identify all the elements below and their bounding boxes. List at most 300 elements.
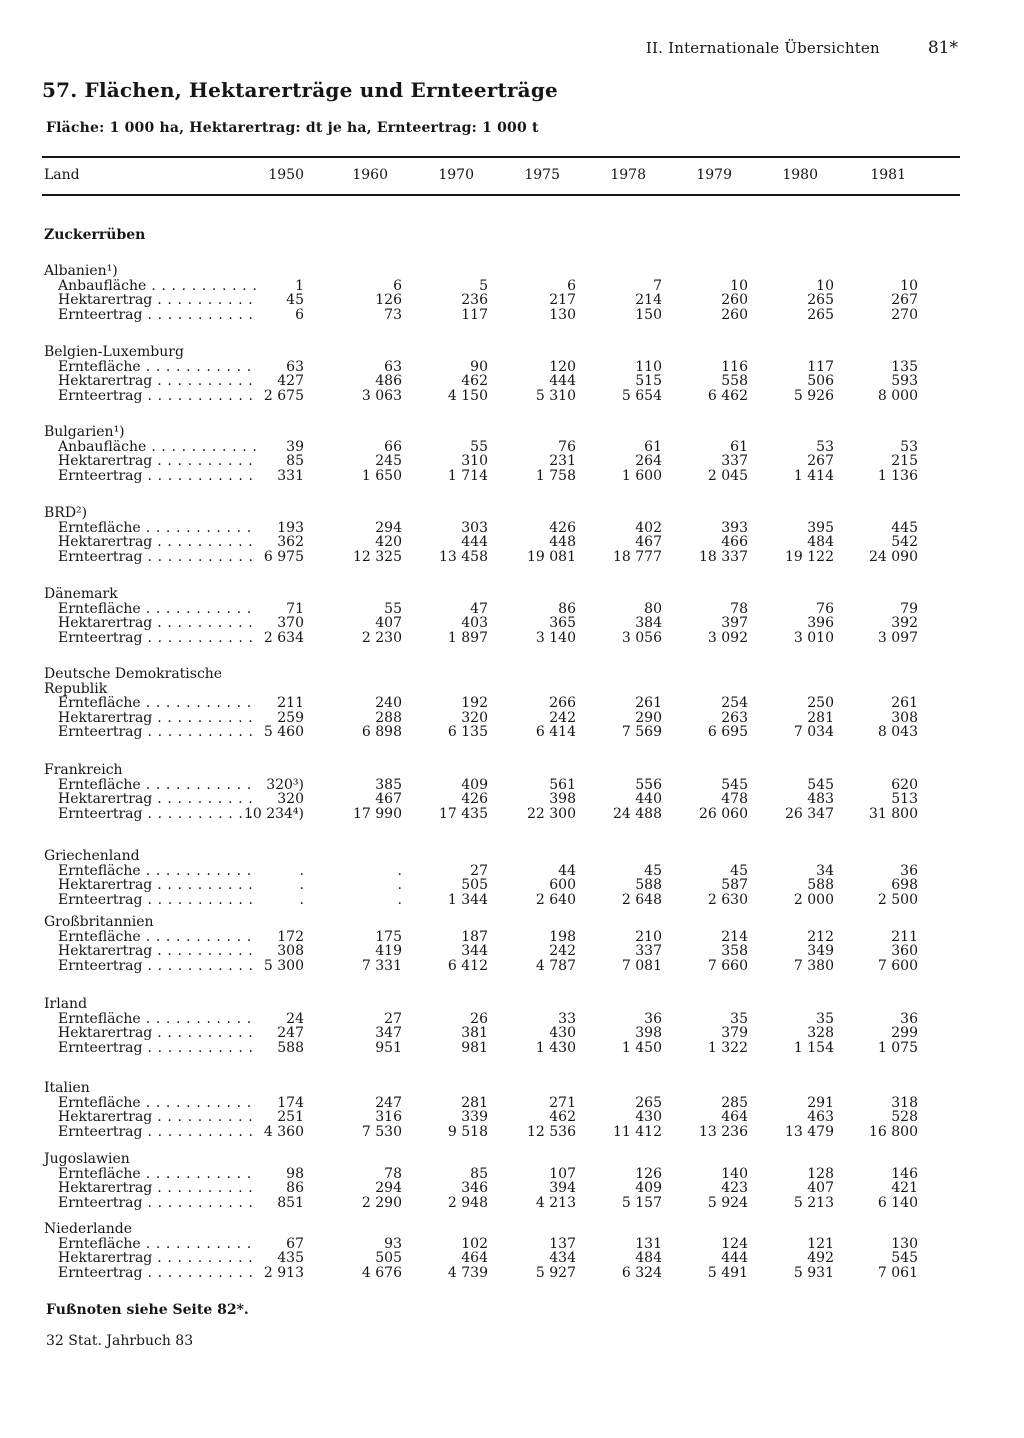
metric-label-text: Ernteertrag	[58, 1124, 143, 1140]
table-cell: 211	[277, 695, 304, 712]
table-cell: 76	[816, 600, 834, 617]
table-row	[0, 454, 1024, 469]
table-cell: 1	[295, 277, 304, 294]
table-cell: 2 948	[447, 1194, 488, 1211]
table-cell: 128	[807, 1165, 834, 1182]
table-cell: 76	[558, 438, 576, 455]
metric-label-text: Hektarertrag	[58, 878, 153, 893]
table-cell: 12 536	[527, 1123, 576, 1140]
metric-label-text: Hektarertrag	[58, 616, 153, 631]
table-cell: 7 380	[793, 957, 834, 974]
table-cell: 98	[286, 1165, 304, 1182]
table-cell: 140	[721, 1165, 748, 1182]
table-cell: 506	[807, 373, 834, 390]
country-name: Albanien¹)	[44, 263, 118, 279]
table-cell: 294	[375, 519, 402, 536]
table-cell: 214	[721, 928, 748, 945]
table-cell: 308	[891, 709, 918, 726]
country-name-continued: Republik	[44, 680, 108, 697]
metric-label-text: Ernteertrag	[58, 892, 143, 908]
table-cell: .	[299, 877, 304, 894]
table-cell: .	[299, 862, 304, 879]
table-cell: 5	[479, 277, 488, 294]
page-folio: 32 Stat. Jahrbuch 83	[46, 1333, 194, 1349]
country-name: Dänemark	[44, 586, 118, 602]
table-cell: 265	[807, 306, 834, 323]
table-cell: 423	[721, 1180, 748, 1197]
table-cell: 5 300	[263, 957, 304, 974]
table-cell: 2 640	[535, 891, 576, 908]
metric-label-text: Erntefläche	[58, 1095, 141, 1111]
table-cell: 85	[286, 453, 304, 470]
table-cell: 7 331	[361, 957, 402, 974]
table-cell: 12 325	[353, 548, 402, 565]
table-cell: 10	[730, 277, 748, 294]
table-cell: 85	[470, 1165, 488, 1182]
table-cell: 1 600	[621, 467, 662, 484]
table-cell: 483	[807, 791, 834, 808]
table-cell: .	[397, 891, 402, 908]
table-cell: 2 000	[793, 891, 834, 908]
table-row	[0, 778, 1024, 793]
table-row	[0, 711, 1024, 726]
table-cell: 31 800	[869, 805, 918, 822]
table-cell: 193	[277, 519, 304, 536]
table-cell: 78	[730, 600, 748, 617]
table-cell: 55	[470, 438, 488, 455]
table-cell: 13 479	[785, 1123, 834, 1140]
table-row	[0, 308, 1024, 323]
table-cell: 467	[375, 791, 402, 808]
table-cell: 1 450	[621, 1039, 662, 1056]
running-head	[646, 38, 958, 58]
table-row	[0, 631, 1024, 646]
table-cell: 464	[721, 1109, 748, 1126]
table-cell: 7 569	[621, 724, 662, 741]
table-cell: 337	[635, 943, 662, 960]
table-cell: 53	[900, 438, 918, 455]
table-cell: 78	[384, 1165, 402, 1182]
table-cell: 10	[900, 277, 918, 294]
table-cell: 26 060	[699, 805, 748, 822]
table-cell: 407	[375, 615, 402, 632]
table-cell: 53	[816, 438, 834, 455]
table-cell: 392	[891, 615, 918, 632]
table-cell: 102	[461, 1235, 488, 1252]
table-cell: 2 634	[263, 629, 304, 646]
table-cell: 214	[635, 292, 662, 309]
metric-label-text: Erntefläche	[58, 1011, 141, 1027]
table-cell: 4 739	[447, 1264, 488, 1281]
table-cell: 588	[277, 1039, 304, 1056]
table-cell: 19 081	[527, 548, 576, 565]
table-cell: 117	[461, 306, 488, 323]
table-cell: 1 075	[877, 1039, 918, 1056]
table-cell: 344	[461, 943, 488, 960]
table-cell: 66	[384, 438, 402, 455]
table-cell: 384	[635, 615, 662, 632]
table-row	[0, 1181, 1024, 1196]
units-line: Fläche: 1 000 ha, Hektarertrag: dt je ha, Ernteertrag: 1 000 t	[46, 120, 539, 136]
metric-label-text: Ernteertrag	[58, 307, 143, 323]
table-cell: 5 310	[535, 387, 576, 404]
table-cell: 7 034	[793, 724, 834, 741]
table-cell: 288	[375, 709, 402, 726]
table-cell: 466	[721, 534, 748, 551]
table-cell: 63	[384, 358, 402, 375]
table-cell: 285	[721, 1094, 748, 1111]
table-cell: 7 530	[361, 1123, 402, 1140]
table-cell: 34	[816, 862, 834, 879]
metric-label-text: Hektarertrag	[58, 1110, 153, 1125]
table-cell: 3 140	[535, 629, 576, 646]
table-cell: 5 927	[535, 1264, 576, 1281]
table-cell: 395	[807, 519, 834, 536]
table-row	[0, 959, 1024, 974]
table-cell: 462	[549, 1109, 576, 1126]
table-cell: 2 648	[621, 891, 662, 908]
metric-label-text: Ernteertrag	[58, 1265, 143, 1281]
table-cell: 26 347	[785, 805, 834, 822]
table-cell: 10 234⁴)	[243, 805, 304, 822]
country-name: Belgien-Luxemburg	[44, 344, 184, 360]
table-cell: 444	[721, 1250, 748, 1267]
table-cell: 398	[549, 791, 576, 808]
table-cell: 281	[807, 709, 834, 726]
table-cell: 117	[807, 358, 834, 375]
table-cell: 1 322	[707, 1039, 748, 1056]
metric-label-text: Ernteertrag	[58, 1195, 143, 1211]
table-cell: 620	[891, 776, 918, 793]
table-cell: 2 045	[707, 467, 748, 484]
metric-label-text: Ernteertrag	[58, 806, 143, 822]
table-cell: 3 097	[877, 629, 918, 646]
table-cell: 588	[807, 877, 834, 894]
table-row	[0, 360, 1024, 375]
metric-label-text: Ernteertrag	[58, 1040, 143, 1056]
table-cell: 484	[635, 1250, 662, 1267]
table-row	[0, 864, 1024, 879]
table-cell: 379	[721, 1025, 748, 1042]
table-cell: 6 324	[621, 1264, 662, 1281]
table-title: 57. Flächen, Hektarerträge und Ernteerträge	[42, 78, 558, 102]
column-header-year: 1981	[870, 167, 906, 183]
table-cell: 18 777	[613, 548, 662, 565]
footnote-reference: Fußnoten siehe Seite 82*.	[46, 1302, 249, 1318]
table-cell: 254	[721, 695, 748, 712]
table-cell: 192	[461, 695, 488, 712]
table-cell: 8 043	[877, 724, 918, 741]
table-cell: 26	[470, 1010, 488, 1027]
metric-label-text: Erntefläche	[58, 1166, 141, 1182]
table-cell: 339	[461, 1109, 488, 1126]
table-row	[0, 807, 1024, 822]
column-header-year: 1978	[610, 167, 646, 183]
table-cell: 247	[375, 1094, 402, 1111]
table-cell: 316	[375, 1109, 402, 1126]
table-cell: 2 913	[263, 1264, 304, 1281]
table-cell: 36	[644, 1010, 662, 1027]
table-cell: 7	[653, 277, 662, 294]
section-label-crop: Zuckerrüben	[44, 227, 146, 243]
table-cell: 347	[375, 1025, 402, 1042]
metric-label-text: Erntefläche	[58, 520, 141, 536]
metric-label-text: Erntefläche	[58, 863, 141, 879]
table-cell: 33	[558, 1010, 576, 1027]
table-cell: 1 414	[793, 467, 834, 484]
table-cell: 558	[721, 373, 748, 390]
table-cell: 1 714	[447, 467, 488, 484]
table-cell: 265	[635, 1094, 662, 1111]
table-row	[0, 1251, 1024, 1266]
table-cell: 71	[286, 600, 304, 617]
table-cell: 215	[891, 453, 918, 470]
table-cell: 10	[816, 277, 834, 294]
table-row	[0, 1096, 1024, 1111]
table-cell: 24 090	[869, 548, 918, 565]
country-name: BRD²)	[44, 505, 88, 521]
table-cell: 27	[470, 862, 488, 879]
table-cell: 281	[461, 1094, 488, 1111]
table-cell: 73	[384, 306, 402, 323]
table-cell: 18 337	[699, 548, 748, 565]
table-row	[0, 1196, 1024, 1211]
table-row	[0, 696, 1024, 711]
country-name: Niederlande	[44, 1221, 133, 1237]
table-cell: 5 654	[621, 387, 662, 404]
table-cell: 444	[461, 534, 488, 551]
table-cell: 267	[807, 453, 834, 470]
table-cell: 462	[461, 373, 488, 390]
table-cell: 381	[461, 1025, 488, 1042]
metric-label-text: Anbaufläche	[58, 278, 147, 294]
column-header-year: 1979	[696, 167, 732, 183]
table-cell: 7 081	[621, 957, 662, 974]
country-name: Italien	[44, 1080, 90, 1096]
column-header-year: 1950	[268, 167, 304, 183]
table-cell: 16 800	[869, 1123, 918, 1140]
table-cell: 409	[461, 776, 488, 793]
table-cell: 398	[635, 1025, 662, 1042]
table-cell: 346	[461, 1180, 488, 1197]
table-cell: 6 898	[361, 724, 402, 741]
table-cell: 463	[807, 1109, 834, 1126]
table-cell: 61	[730, 438, 748, 455]
table-cell: 67	[286, 1235, 304, 1252]
table-row	[0, 878, 1024, 893]
table-cell: 419	[375, 943, 402, 960]
metric-label-text: Ernteertrag	[58, 388, 143, 404]
table-cell: 107	[549, 1165, 576, 1182]
table-row	[0, 469, 1024, 484]
table-row	[0, 1266, 1024, 1281]
metric-label-text: Erntefläche	[58, 601, 141, 617]
table-cell: 1 650	[361, 467, 402, 484]
table-cell: 698	[891, 877, 918, 894]
table-row	[0, 374, 1024, 389]
metric-label-text: Ernteertrag	[58, 630, 143, 646]
table-cell: 365	[549, 615, 576, 632]
table-cell: 394	[549, 1180, 576, 1197]
table-cell: 409	[635, 1180, 662, 1197]
table-cell: 175	[375, 928, 402, 945]
table-cell: 39	[286, 438, 304, 455]
table-cell: 267	[891, 292, 918, 309]
table-row	[0, 944, 1024, 959]
table-row	[0, 1026, 1024, 1041]
table-cell: 556	[635, 776, 662, 793]
metric-label-text: Erntefläche	[58, 1236, 141, 1252]
country-name: Griechenland	[44, 848, 140, 864]
table-row	[0, 440, 1024, 455]
table-cell: 131	[635, 1235, 662, 1252]
metric-label-text: Erntefläche	[58, 777, 141, 793]
table-cell: 93	[384, 1235, 402, 1252]
table-cell: 6 140	[877, 1194, 918, 1211]
table-cell: 210	[635, 928, 662, 945]
table-cell: 24 488	[613, 805, 662, 822]
table-header-rule	[42, 194, 960, 196]
table-cell: 600	[549, 877, 576, 894]
table-cell: 260	[721, 292, 748, 309]
metric-label-text: Hektarertrag	[58, 944, 153, 959]
table-cell: 851	[277, 1194, 304, 1211]
table-cell: 260	[721, 306, 748, 323]
table-cell: 2 500	[877, 891, 918, 908]
table-cell: 4 787	[535, 957, 576, 974]
table-row	[0, 1125, 1024, 1140]
country-name: Irland	[44, 996, 88, 1012]
metric-label-text: Hektarertrag	[58, 293, 153, 308]
table-row	[0, 792, 1024, 807]
table-cell: 421	[891, 1180, 918, 1197]
table-cell: 187	[461, 928, 488, 945]
table-cell: 427	[277, 373, 304, 390]
table-cell: 407	[807, 1180, 834, 1197]
table-cell: 36	[900, 862, 918, 879]
table-cell: 426	[461, 791, 488, 808]
table-cell: 310	[461, 453, 488, 470]
table-cell: 264	[635, 453, 662, 470]
table-cell: 126	[635, 1165, 662, 1182]
table-cell: 440	[635, 791, 662, 808]
table-row	[0, 550, 1024, 565]
table-cell: 7 061	[877, 1264, 918, 1281]
table-row	[0, 616, 1024, 631]
table-cell: 86	[558, 600, 576, 617]
table-cell: 79	[900, 600, 918, 617]
table-cell: 402	[635, 519, 662, 536]
metric-label-text: Erntefläche	[58, 359, 141, 375]
table-cell: 445	[891, 519, 918, 536]
metric-label-text: Ernteertrag	[58, 958, 143, 974]
table-cell: 1 430	[535, 1039, 576, 1056]
table-row	[0, 725, 1024, 740]
running-head-section: II. Internationale Übersichten	[645, 39, 880, 57]
table-cell: 4 360	[263, 1123, 304, 1140]
table-cell: 294	[375, 1180, 402, 1197]
metric-label-text: Erntefläche	[58, 929, 141, 945]
table-cell: 3 092	[707, 629, 748, 646]
table-cell: 2 230	[361, 629, 402, 646]
table-cell: 90	[470, 358, 488, 375]
table-cell: 250	[807, 695, 834, 712]
table-cell: 263	[721, 709, 748, 726]
table-cell: 240	[375, 695, 402, 712]
table-cell: 3 010	[793, 629, 834, 646]
table-cell: 434	[549, 1250, 576, 1267]
table-cell: 7 600	[877, 957, 918, 974]
table-cell: 362	[277, 534, 304, 551]
table-cell: 61	[644, 438, 662, 455]
table-cell: 242	[549, 943, 576, 960]
table-cell: 6	[393, 277, 402, 294]
table-cell: 247	[277, 1025, 304, 1042]
metric-label-text: Erntefläche	[58, 696, 141, 711]
table-cell: 331	[277, 467, 304, 484]
table-cell: 124	[721, 1235, 748, 1252]
metric-label-text: Ernteertrag	[58, 725, 143, 740]
table-row	[0, 1237, 1024, 1252]
table-cell: 6 695	[707, 724, 748, 741]
table-cell: 328	[807, 1025, 834, 1042]
table-cell: 515	[635, 373, 662, 390]
table-cell: 13 236	[699, 1123, 748, 1140]
table-cell: 6 462	[707, 387, 748, 404]
column-header-year: 1960	[352, 167, 388, 183]
table-cell: 299	[891, 1025, 918, 1042]
page-number: 81*	[927, 38, 958, 58]
table-cell: 251	[277, 1109, 304, 1126]
table-cell: 430	[635, 1109, 662, 1126]
table-cell: 981	[461, 1039, 488, 1056]
table-cell: 1 136	[877, 467, 918, 484]
table-cell: 217	[549, 292, 576, 309]
table-cell: 17 990	[353, 805, 402, 822]
table-cell: 45	[286, 292, 304, 309]
table-cell: 396	[807, 615, 834, 632]
table-cell: 3 063	[361, 387, 402, 404]
table-row	[0, 602, 1024, 617]
table-cell: 6 135	[447, 724, 488, 741]
table-cell: 3 056	[621, 629, 662, 646]
table-row	[0, 293, 1024, 308]
country-name: Frankreich	[44, 762, 123, 778]
table-cell: 484	[807, 534, 834, 551]
column-header-year: 1970	[438, 167, 474, 183]
table-cell: 172	[277, 928, 304, 945]
table-cell: 542	[891, 534, 918, 551]
table-cell: 110	[635, 358, 662, 375]
table-cell: 86	[286, 1180, 304, 1197]
table-cell: 4 213	[535, 1194, 576, 1211]
table-row	[0, 930, 1024, 945]
column-header-land: Land	[44, 167, 80, 183]
table-cell: 55	[384, 600, 402, 617]
table-cell: 6	[295, 306, 304, 323]
table-cell: 174	[277, 1094, 304, 1111]
table-cell: 27	[384, 1010, 402, 1027]
table-cell: .	[397, 862, 402, 879]
table-cell: 130	[549, 306, 576, 323]
table-cell: 8 000	[877, 387, 918, 404]
table-cell: 211	[891, 928, 918, 945]
table-top-rule	[42, 156, 960, 158]
country-name: Jugoslawien	[44, 1151, 130, 1167]
table-cell: .	[299, 891, 304, 908]
table-cell: 245	[375, 453, 402, 470]
table-cell: 2 630	[707, 891, 748, 908]
